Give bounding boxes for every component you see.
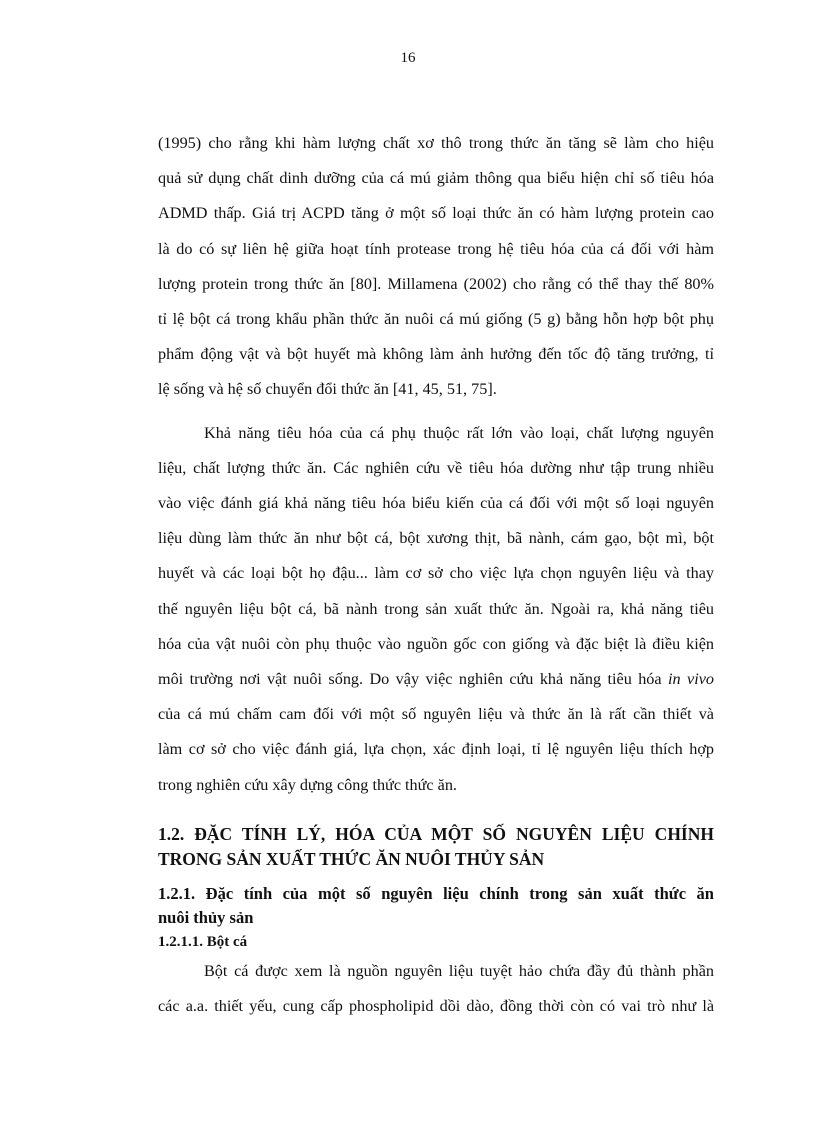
text-line: lượng protein trong thức ăn [80]. Millamena (2002) cho rằng có thể thay thế 80% xyxy=(158,274,714,293)
heading-line: 1.2. ĐẶC TÍNH LÝ, HÓA CỦA MỘT SỐ NGUYÊN LIỆU CHÍNH xyxy=(158,823,714,844)
text-line: tỉ lệ bột cá trong khẩu phần thức ăn nuôi cá mú giống (5 g) bằng hỗn hợp bột phụ xyxy=(158,310,714,329)
text-line: các a.a. thiết yếu, cung cấp phospholipid dồi dào, đồng thời còn có vai trò như là xyxy=(158,997,714,1016)
text-line: lệ sống và hệ số chuyển đổi thức ăn [41, 45, 51, 75]. xyxy=(158,380,497,399)
text-line: quả sử dụng chất dinh dưỡng của cá mú giảm thông qua biểu hiện chỉ số tiêu hóa xyxy=(158,169,714,188)
heading-line: nuôi thủy sản xyxy=(158,907,254,927)
paragraph-1 xyxy=(158,126,714,408)
section-heading-1-2-1 xyxy=(158,882,714,930)
text-line: liệu dùng làm thức ăn như bột cá, bột xương thịt, bã nành, cám gạo, bột mì, bột xyxy=(158,529,714,548)
section-heading-1-2-1-1: 1.2.1.1. Bột cá xyxy=(158,933,248,950)
text-line: liệu, chất lượng thức ăn. Các nghiên cứu về tiêu hóa dường như tập trung nhiều xyxy=(158,458,714,477)
text-segment: môi trường nơi vật nuôi sống. Do vậy việc nghiên cứu khả năng tiêu hóa xyxy=(158,670,662,689)
heading-line: TRONG SẢN XUẤT THỨC ĂN NUÔI THỦY SẢN xyxy=(158,848,545,869)
text-line: thế nguyên liệu bột cá, bã nành trong sản xuất thức ăn. Ngoài ra, khả năng tiêu xyxy=(158,599,714,618)
text-line: vào việc đánh giá khả năng tiêu hóa biểu kiến của cá đối với một số loại nguyên xyxy=(158,494,714,513)
text-line: phẩm động vật và bột huyết mà không làm ảnh hưởng đến tốc độ tăng trưởng, tỉ xyxy=(158,345,714,364)
text-line: (1995) cho rằng khi hàm lượng chất xơ thô trong thức ăn tăng sẽ làm cho hiệu xyxy=(158,134,714,152)
text-line-with-italic xyxy=(158,662,714,697)
text-line: trong nghiên cứu xây dựng công thức thức ăn. xyxy=(158,775,457,794)
text-line: là do có sự liên hệ giữa hoạt tính protease trong hệ tiêu hóa của cá đối với hàm xyxy=(158,239,714,258)
heading-line: 1.2.1. Đặc tính của một số nguyên liệu chính trong sản xuất thức ăn xyxy=(158,883,714,903)
section-heading-1-2 xyxy=(158,822,714,872)
text-line: làm cơ sở cho việc đánh giá, lựa chọn, xác định loại, tỉ lệ nguyên liệu thích hợp xyxy=(158,740,714,759)
paragraph-2 xyxy=(158,416,714,803)
page-number: 16 xyxy=(400,50,416,66)
paragraph-3 xyxy=(158,954,714,1024)
content-body xyxy=(158,126,714,1024)
text-line: ADMD thấp. Giá trị ACPD tăng ở một số loại thức ăn có hàm lượng protein cao xyxy=(158,204,714,223)
text-line: Khả năng tiêu hóa của cá phụ thuộc rất lớn vào loại, chất lượng nguyên xyxy=(204,423,714,442)
text-line: huyết và các loại bột họ đậu... làm cơ sở cho việc lựa chọn nguyên liệu và thay xyxy=(158,564,714,583)
italic-term: in vivo xyxy=(668,670,715,689)
text-line: Bột cá được xem là nguồn nguyên liệu tuyệt hảo chứa đầy đủ thành phần xyxy=(204,961,714,980)
text-line: hóa của vật nuôi còn phụ thuộc vào nguồn gốc con giống và đặc biệt là điều kiện xyxy=(158,634,714,653)
text-line: của cá mú chấm cam đối với một số nguyên liệu và thức ăn là rất cần thiết và xyxy=(158,705,714,724)
